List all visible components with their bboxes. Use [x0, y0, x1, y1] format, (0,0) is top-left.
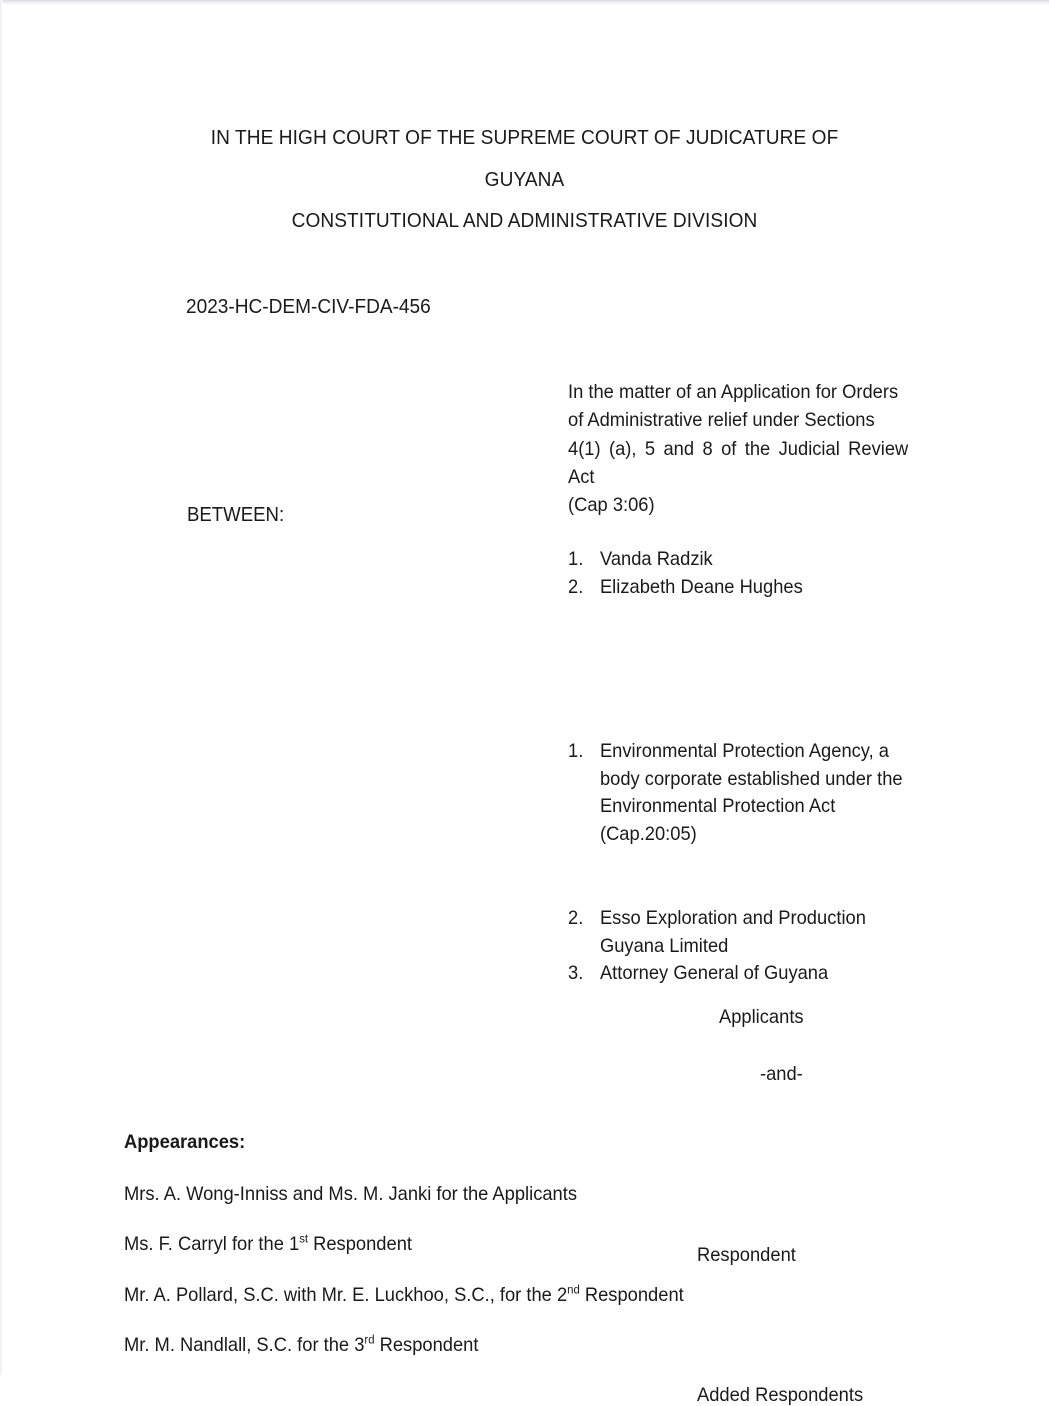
party-name-line: Attorney General of Guyana [599, 962, 829, 984]
party-name-line: Esso Exploration and Production [599, 907, 866, 929]
appearance-text-tail: Respondent [579, 1283, 684, 1306]
between-label: BETWEEN: [187, 504, 285, 526]
matter-line-1: In the matter of an Application for Orders [568, 381, 899, 403]
matter-line-4: (Cap 3:06) [568, 494, 655, 517]
party-number: 2. [568, 907, 584, 929]
court-heading [37, 0, 1013, 232]
list-item [568, 546, 916, 574]
appearances-title: Appearances: [124, 1131, 246, 1153]
added-respondents-party-list [568, 905, 916, 988]
case-number: 2023-HC-DEM-CIV-FDA-456 [186, 295, 431, 318]
list-item [568, 905, 916, 960]
applicants-party-list [568, 546, 916, 601]
party-name-line: Environmental Protection Agency, a [599, 740, 889, 762]
party-name-line: body corporate established under the [599, 767, 903, 790]
appearance-line-applicants [124, 1182, 876, 1205]
party-number: 3. [568, 962, 584, 984]
ordinal-suffix: nd [567, 1282, 580, 1296]
ordinal-suffix: st [299, 1231, 309, 1246]
party-name-line: Guyana Limited [599, 934, 729, 957]
matter-line-2: of Administrative relief under Sections [568, 409, 875, 432]
appearance-line-second-respondent [124, 1282, 876, 1306]
appearance-text: Mrs. A. Wong-Inniss and Ms. M. Janki for the Applicants [124, 1182, 578, 1205]
conjunction-and: -and- [760, 1063, 803, 1085]
appearance-line-third-respondent [124, 1332, 876, 1356]
party-name-line: Environmental Protection Act [599, 795, 836, 817]
role-label-applicants: Applicants [719, 1006, 804, 1028]
appearances-section [124, 1133, 876, 1356]
party-number: 1. [568, 548, 584, 570]
list-item [568, 960, 916, 988]
matter-description [568, 378, 908, 519]
appearance-text-tail: Respondent [374, 1334, 479, 1356]
respondent-party-list [568, 738, 916, 848]
page-left-edge-shadow [0, 0, 3, 1375]
role-label-respondent: Respondent [697, 1244, 796, 1266]
list-item [568, 574, 916, 602]
court-heading-line-1: IN THE HIGH COURT OF THE SUPREME COURT OF JUDICATURE OF [210, 126, 839, 149]
matter-line-3: 4(1) (a), 5 and 8 of the Judicial Review Act [568, 437, 909, 488]
party-number: 1. [568, 740, 584, 762]
party-name: Elizabeth Deane Hughes [599, 575, 803, 598]
appearance-text: Ms. F. Carryl for the 1 [124, 1233, 300, 1255]
appearance-text: Mr. M. Nandlall, S.C. for the 3 [124, 1334, 365, 1356]
party-name: Vanda Radzik [599, 548, 713, 570]
appearance-text: Mr. A. Pollard, S.C. with Mr. E. Luckhoo, S.C., for the 2 [124, 1283, 568, 1306]
list-item [568, 738, 916, 848]
appearance-line-first-respondent [124, 1231, 876, 1255]
court-heading-line-3: CONSTITUTIONAL AND ADMINISTRATIVE DIVISION [291, 209, 758, 232]
party-name-line: (Cap.20:05) [599, 822, 697, 845]
appearance-text-tail: Respondent [308, 1233, 412, 1255]
role-label-added-respondents: Added Respondents [697, 1384, 864, 1406]
court-heading-line-2: GUYANA [484, 167, 565, 191]
party-number: 2. [568, 575, 584, 598]
ordinal-suffix: rd [364, 1332, 375, 1347]
